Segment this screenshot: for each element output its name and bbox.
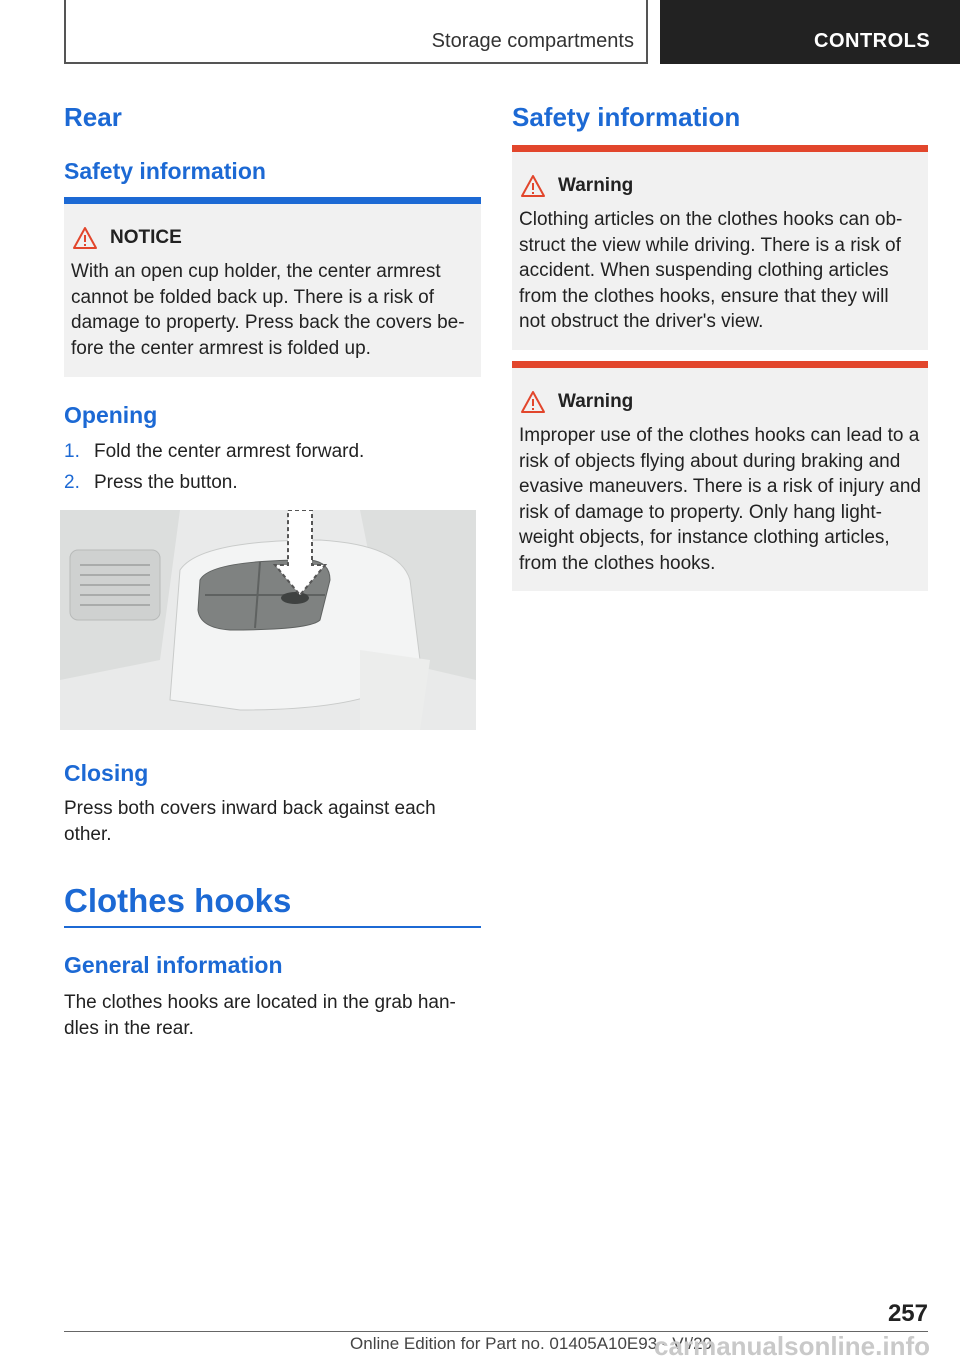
clothes-hooks-heading: Clothes hooks (64, 882, 292, 919)
warning-line: from the clothes hooks. (519, 552, 716, 574)
warning-line: Improper use of the clothes hooks can lead to a (519, 425, 920, 446)
warning-line: Clothing articles on the clothes hooks can ob- (519, 209, 903, 230)
closing-line: other. (64, 823, 112, 845)
closing-line: Press both covers inward back against each (64, 798, 436, 819)
opening-heading: Opening (64, 402, 158, 428)
warning-text (519, 423, 922, 576)
notice-label: NOTICE (110, 227, 182, 248)
closing-text (64, 796, 474, 847)
warning-box (512, 145, 928, 350)
warning-line: evasive maneuvers. There is a risk of injury and (519, 476, 921, 497)
warning-line: struct the view while driving. There is a risk of (519, 234, 901, 256)
header-title-tab (64, 0, 648, 64)
warning-line: risk of objects flying about during braking and (519, 450, 901, 472)
general-line: The clothes hooks are located in the grab han- (64, 992, 456, 1013)
notice-box (64, 197, 481, 377)
warning-triangle-icon (520, 174, 546, 198)
armrest-illustration (60, 510, 476, 730)
edition-footer: Online Edition for Part no. 01405A10E93 - VI/20 (350, 1334, 712, 1353)
warning-text (519, 207, 922, 335)
step-text: Fold the center armrest forward. (94, 441, 365, 462)
header-section-label: CONTROLS (814, 30, 931, 52)
warning-line: not obstruct the driver's view. (519, 311, 764, 332)
step-number: 2. (64, 472, 80, 493)
warning-triangle-icon (72, 226, 98, 250)
notice-line: With an open cup holder, the center armrest (71, 261, 441, 282)
warning-line: risk of damage to property. Only hang light- (519, 501, 882, 523)
section-divider (64, 926, 481, 928)
warning-label: Warning (558, 391, 634, 412)
notice-line: fore the center armrest is folded up. (71, 337, 371, 359)
warning-label: Warning (558, 175, 634, 196)
watermark: carmanualsonline.info (654, 1331, 930, 1361)
general-information-heading: General information (64, 952, 283, 978)
notice-line: cannot be folded back up. There is a risk of (71, 286, 434, 308)
safety-information-heading: Safety information (64, 158, 266, 184)
step-number: 1. (64, 441, 80, 462)
header-title: Storage compartments (431, 30, 634, 52)
closing-heading: Closing (64, 760, 149, 786)
safety-information-heading-right: Safety information (512, 102, 741, 132)
page-number: 257 (887, 1300, 928, 1327)
general-information-text (64, 990, 474, 1041)
warning-triangle-icon (520, 390, 546, 414)
notice-text (71, 259, 475, 361)
warning-line: accident. When suspending clothing articles (519, 260, 889, 281)
step-text: Press the button. (94, 472, 238, 493)
warning-box (512, 361, 928, 591)
rear-heading: Rear (64, 102, 122, 132)
warning-line: weight objects, for instance clothing articles, (519, 527, 890, 548)
general-line: dles in the rear. (64, 1017, 194, 1039)
notice-line: damage to property. Press back the covers be- (71, 312, 465, 333)
warning-line: from the clothes hooks, ensure that they will (519, 285, 889, 307)
